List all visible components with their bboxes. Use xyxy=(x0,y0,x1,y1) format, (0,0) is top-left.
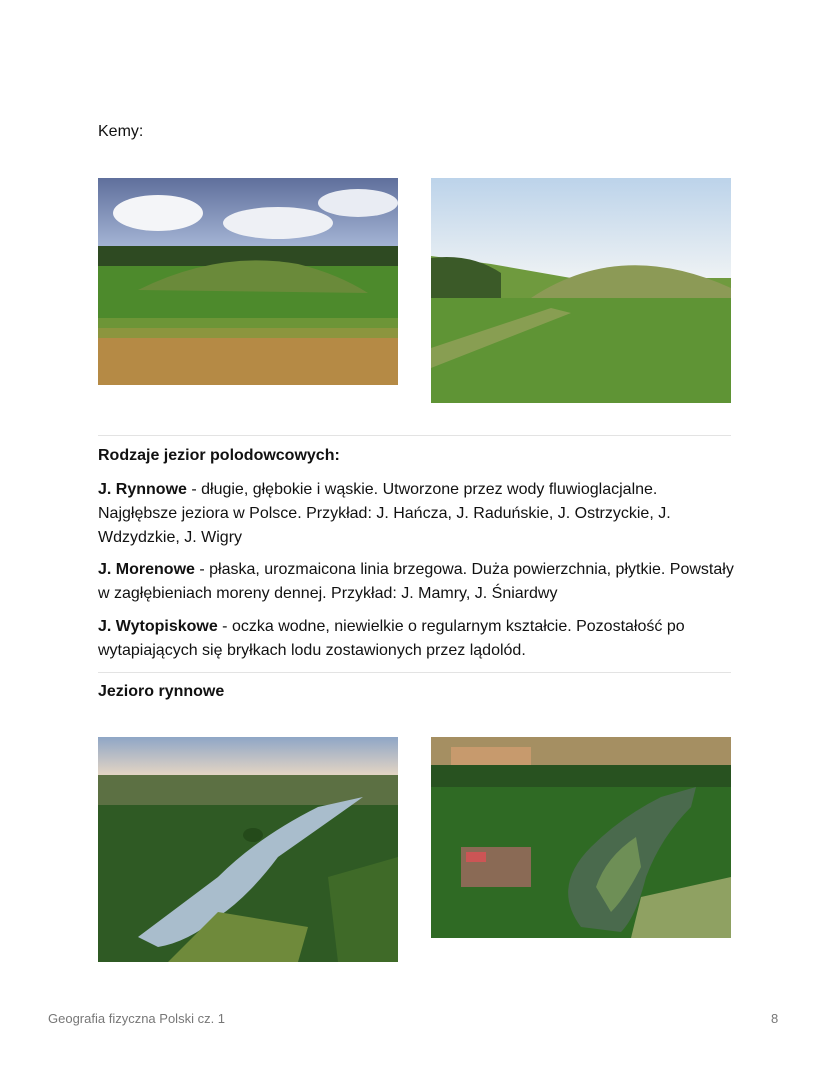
ribbon-lake-photo-2 xyxy=(431,737,731,938)
kem-photo-1 xyxy=(98,178,398,385)
lake-type-description: - długie, głębokie i wąskie. Utworzone przez wody fluwioglacjalne. Najgłębsze jeziora w Polsce. Przykład: J. Hańcza, J. Raduńskie, J. Ostrzyckie, J. Wdzydzkie, J. Wigry xyxy=(98,481,671,546)
divider xyxy=(98,435,731,436)
lake-type-morenowe xyxy=(98,558,738,606)
lake-type-name: J. Rynnowe xyxy=(98,481,187,498)
lake-type-wytopiskowe xyxy=(98,615,738,663)
subheading: Jezioro rynnowe xyxy=(98,683,225,700)
lake-type-name: J. Morenowe xyxy=(98,561,195,578)
page-number: 8 xyxy=(771,1011,779,1026)
divider xyxy=(98,672,731,673)
lake-type-rynnowe xyxy=(98,478,738,550)
kem-photo-2 xyxy=(431,178,731,403)
lake-type-name: J. Wytopiskowe xyxy=(98,618,218,635)
ribbon-lake-photo-1 xyxy=(98,737,398,962)
lake-type-description: - oczka wodne, niewielkie o regularnym kształcie. Pozostałość po wytapiających się bryłkach lodu zostawionych przez lądolód. xyxy=(98,618,685,659)
kemy-label: Kemy: xyxy=(98,123,144,140)
footer-title: Geografia fizyczna Polski cz. 1 xyxy=(48,1011,226,1026)
section-heading: Rodzaje jezior polodowcowych: xyxy=(98,447,340,464)
lake-type-description: - płaska, urozmaicona linia brzegowa. Duża powierzchnia, płytkie. Powstały w zagłębieniach moreny dennej. Przykład: J. Mamry, J. Śniardwy xyxy=(98,561,734,602)
